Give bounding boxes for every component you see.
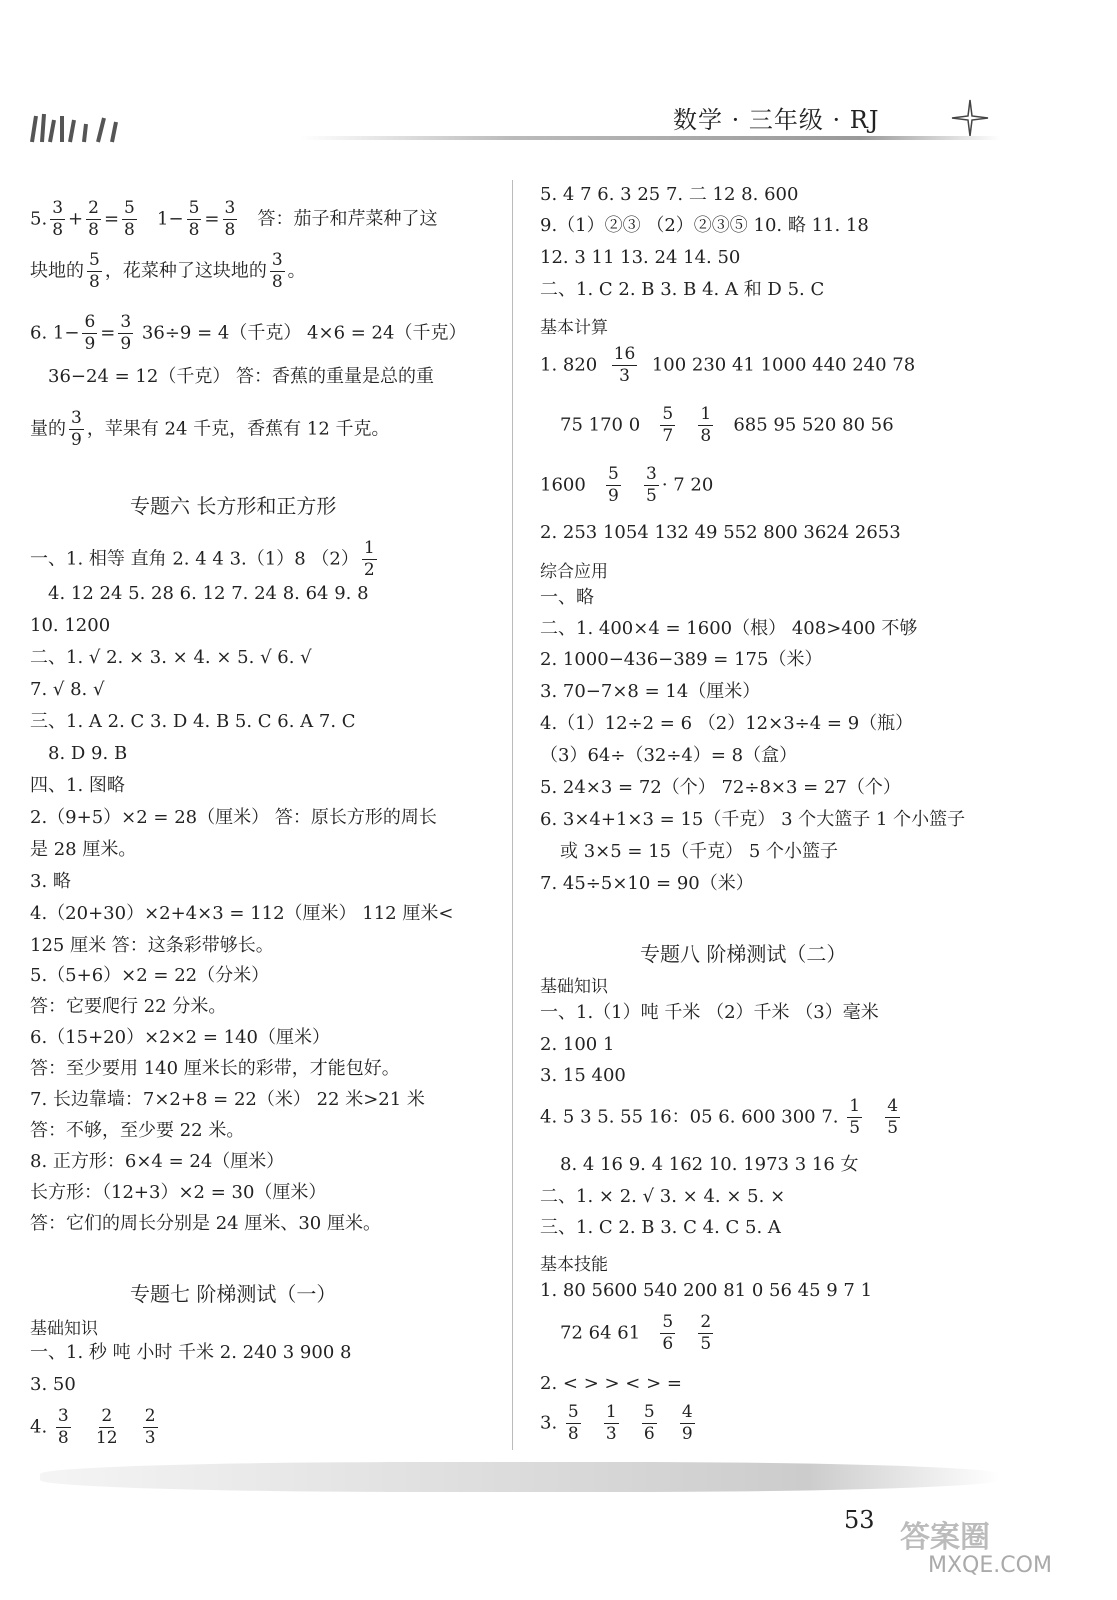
answer-line: 答：它要爬行 22 分米。 <box>30 996 227 1017</box>
answer-line: 4. 12 24 5. 28 6. 12 7. 24 8. 64 9. 8 <box>48 583 369 604</box>
answer-line: 一、1.（1）吨 千米 （2）千米 （3）毫米 <box>540 1002 879 1023</box>
answer-line: 36−24 = 12（千克） 答：香蕉的重量是总的重 <box>48 366 435 387</box>
answer-line: 一、1. 相等 直角 2. 4 4 3.（1）8 （2） $\frac{1}{2}$ <box>30 538 375 580</box>
answer-line: 二、1. √ 2. × 3. × 4. × 5. √ 6. √ <box>30 647 312 668</box>
answer-line: 6. 1− $\frac{6}{9}$ = $\frac{3}{9}$ 36÷9 = 4（千克） 4×6 = 24（千克） <box>30 312 467 354</box>
subsection-title: 基本技能 <box>540 1255 608 1275</box>
answer-line: （3）64÷（32÷4）= 8（盒） <box>540 745 798 766</box>
answer-line: 8. 正方形：6×4 = 24（厘米） <box>30 1151 285 1172</box>
answer-line: 二、1. × 2. √ 3. × 4. × 5. × <box>540 1186 786 1207</box>
answer-line: 三、1. C 2. B 3. C 4. C 5. A <box>540 1217 781 1238</box>
answer-line: 7. √ 8. √ <box>30 679 105 700</box>
header-rule <box>300 136 1000 140</box>
answer-line: 9.（1）②③ （2）②③⑤ 10. 略 11. 18 <box>540 215 869 236</box>
answer-line: 3. 70−7×8 = 14（厘米） <box>540 681 761 702</box>
answer-line: 125 厘米 答：这条彩带够长。 <box>30 935 274 956</box>
answer-line: 72 64 61 $\frac{5}{6}$ $\frac{2}{5}$ <box>560 1312 712 1354</box>
subsection-title: 基础知识 <box>540 977 608 997</box>
answer-line: 三、1. A 2. C 3. D 4. B 5. C 6. A 7. C <box>30 711 356 732</box>
answer-line: 12. 3 11 13. 24 14. 50 <box>540 247 741 268</box>
section-title: 专题七 阶梯测试（一） <box>130 1282 337 1306</box>
answer-line: 4.（20+30）×2+4×3 = 112（厘米） 112 厘米< <box>30 903 454 924</box>
answer-line: 6. 3×4+1×3 = 15（千克） 3 个大篮子 1 个小篮子 <box>540 809 966 830</box>
answer-line: 一、略 <box>540 587 594 608</box>
answer-line: 答：至少要用 140 厘米长的彩带，才能包好。 <box>30 1058 400 1079</box>
answer-line: 一、1. 秒 吨 小时 千米 2. 240 3 900 8 <box>30 1342 352 1363</box>
answer-line: 四、1. 图略 <box>30 775 125 796</box>
answer-line: 二、1. 400×4 = 1600（根） 408>400 不够 <box>540 618 918 639</box>
answer-line: 3. $\frac{5}{8}$ $\frac{1}{3}$ $\frac{5}{6}$ $\frac{4}{9}$ <box>540 1402 693 1444</box>
page-number: 53 <box>844 1506 875 1534</box>
answer-line: 二、1. C 2. B 3. B 4. A 和 D 5. C <box>540 279 825 300</box>
answer-line: 或 3×5 = 15（千克） 5 个小篮子 <box>560 841 839 862</box>
answer-line: 2. 100 1 <box>540 1034 615 1055</box>
subsection-title: 基本计算 <box>540 318 608 338</box>
answer-line: 是 28 厘米。 <box>30 839 137 860</box>
footer-decoration <box>40 1462 1000 1492</box>
column-divider <box>512 180 513 1450</box>
answer-line: 10. 1200 <box>30 615 111 636</box>
answer-line: 3. 15 400 <box>540 1065 626 1086</box>
answer-line: 5. 4 7 6. 3 25 7. 二 12 8. 600 <box>540 184 799 205</box>
section-title: 专题八 阶梯测试（二） <box>640 942 847 966</box>
answer-line: 4. 5 3 5. 55 16：05 6. 600 300 7. $\frac{1}{5}$ $\frac{4}{5}$ <box>540 1096 899 1138</box>
answer-line: 8. D 9. B <box>48 743 128 764</box>
answer-line: 75 170 0 $\frac{5}{7}$ $\frac{1}{8}$ 685 95 520 80 56 <box>560 404 894 446</box>
watermark-logo: 答案圈 <box>900 1520 990 1555</box>
answer-line: 答：它们的周长分别是 24 厘米、30 厘米。 <box>30 1213 381 1234</box>
answer-line: 2. < > > < > = <box>540 1373 682 1394</box>
answer-line: 6.（15+20）×2×2 = 140（厘米） <box>30 1027 331 1048</box>
header-logo <box>28 106 128 146</box>
section-title: 专题六 长方形和正方形 <box>130 494 337 518</box>
answer-line: 2. 253 1054 132 49 552 800 3624 2653 <box>540 522 901 543</box>
answer-line: 7. 长边靠墙：7×2+8 = 22（米） 22 米>21 米 <box>30 1089 425 1110</box>
answer-line: 长方形：（12+3）×2 = 30（厘米） <box>30 1182 327 1203</box>
subsection-title: 综合应用 <box>540 562 608 582</box>
answer-line: 5. $\frac{3}{8}$ + $\frac{2}{8}$ = $\frac{5}{8}$ 1− $\frac{5}{8}$ = $\frac{3}{8}$ 答：茄子和芹菜种了这 <box>30 198 438 240</box>
answer-line: 4.（1）12÷2 = 6 （2）12×3÷4 = 9（瓶） <box>540 713 914 734</box>
answer-line: 块地的 $\frac{5}{8}$ ，花菜种了这块地的 $\frac{3}{8}$ 。 <box>30 250 306 292</box>
answer-line: 答：不够，至少要 22 米。 <box>30 1120 245 1141</box>
sparkle-icon <box>950 98 990 138</box>
answer-line: 2. 1000−436−389 = 175（米） <box>540 649 823 670</box>
answer-line: 量的 $\frac{3}{9}$ ，苹果有 24 千克，香蕉有 12 千克。 <box>30 408 390 450</box>
answer-line: 7. 45÷5×10 = 90（米） <box>540 873 754 894</box>
answer-line: 1. 820 $\frac{16}{3}$ 100 230 41 1000 440 240 78 <box>540 344 916 386</box>
header-title: 数学 · 三年级 · RJ <box>673 106 880 134</box>
subsection-title: 基础知识 <box>30 1319 98 1339</box>
answer-line: 5. 24×3 = 72（个） 72÷8×3 = 27（个） <box>540 777 901 798</box>
answer-line: 1. 80 5600 540 200 81 0 56 45 9 7 1 <box>540 1280 873 1301</box>
answer-line: 3. 略 <box>30 871 71 892</box>
watermark-url: MXQE.COM <box>928 1553 1052 1578</box>
answer-line: 8. 4 16 9. 4 162 10. 1973 3 16 女 <box>560 1154 859 1175</box>
answer-line: 5.（5+6）×2 = 22（分米） <box>30 965 270 986</box>
answer-line: 2.（9+5）×2 = 28（厘米） 答：原长方形的周长 <box>30 807 437 828</box>
answer-line: 1600 $\frac{5}{9}$ $\frac{3}{5}$ · 7 20 <box>540 464 714 506</box>
answer-line: 3. 50 <box>30 1374 76 1395</box>
answer-line: 4. $\frac{3}{8}$ $\frac{2}{12}$ $\frac{2}{3}$ <box>30 1406 156 1448</box>
